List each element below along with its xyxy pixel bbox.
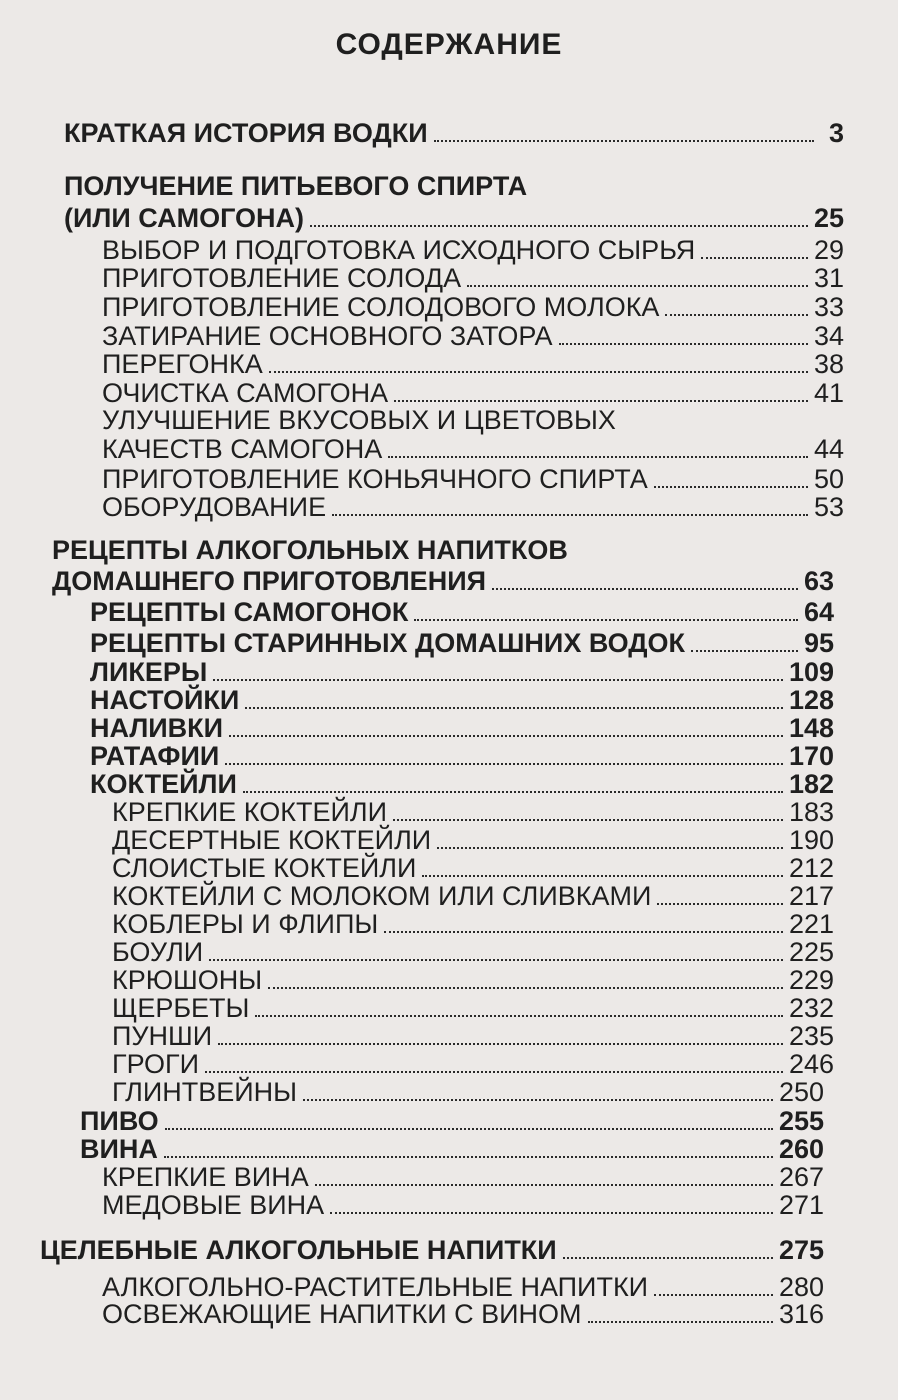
toc-label: ПРИГОТОВЛЕНИЕ СОЛОДА (102, 263, 462, 293)
toc-label: КАЧЕСТВ САМОГОНА (102, 434, 383, 464)
toc-entry (64, 117, 844, 149)
dot-leader (209, 957, 783, 961)
toc-page-number: 31 (813, 263, 844, 293)
toc-label: ЛИКЕРЫ (90, 657, 208, 687)
dot-leader (332, 512, 808, 516)
toc-entry (102, 491, 844, 523)
dot-leader (657, 901, 783, 905)
toc-label: ОЧИСТКА САМОГОНА (102, 378, 389, 408)
toc-page-number: 109 (788, 657, 834, 687)
dot-leader (310, 223, 808, 227)
dot-leader (701, 255, 808, 259)
toc-label: РЕЦЕПТЫ САМОГОНОК (90, 597, 409, 627)
toc-label: (ИЛИ САМОГОНА) (64, 203, 305, 233)
dot-leader (269, 369, 808, 373)
toc-label: КОКТЕЙЛИ С МОЛОКОМ ИЛИ СЛИВКАМИ (112, 881, 652, 911)
toc-entry (64, 202, 844, 234)
toc-label: ОСВЕЖАЮЩИЕ НАПИТКИ С ВИНОМ (102, 1299, 582, 1329)
dot-leader (393, 817, 783, 821)
toc-label: ПУНШИ (112, 1021, 213, 1051)
toc-page-number: 260 (778, 1134, 824, 1164)
toc-page-number: 25 (813, 203, 844, 233)
toc-page-number: 34 (813, 321, 844, 351)
dot-leader (691, 648, 798, 652)
toc-label: СЛОИСТЫЕ КОКТЕЙЛИ (112, 853, 417, 883)
toc-page-number: 33 (813, 292, 844, 322)
toc-label: ПРИГОТОВЛЕНИЕ КОНЬЯЧНОГО СПИРТА (102, 464, 648, 494)
dot-leader (255, 1013, 782, 1017)
toc-label: ЗАТИРАНИЕ ОСНОВНОГО ЗАТОРА (102, 321, 553, 351)
toc-page-number: 44 (813, 434, 844, 464)
toc-page-number: 250 (778, 1077, 824, 1107)
toc-page-number: 225 (788, 937, 834, 967)
toc-page-number: 148 (788, 713, 834, 743)
toc-item-heading: УЛУЧШЕНИЕ ВКУСОВЫХ И ЦВЕТОВЫХ (102, 405, 616, 435)
toc-label: ЩЕРБЕТЫ (112, 993, 250, 1023)
toc-label: ПРИГОТОВЛЕНИЕ СОЛОДОВОГО МОЛОКА (102, 292, 660, 322)
dot-leader (268, 985, 783, 989)
dot-leader (205, 1069, 783, 1073)
dot-leader (164, 1154, 773, 1158)
dot-leader (492, 586, 798, 590)
toc-section-heading: РЕЦЕПТЫ АЛКОГОЛЬНЫХ НАПИТКОВ (52, 535, 568, 565)
toc-label: ПЕРЕГОНКА (102, 349, 263, 379)
toc-page-number: 63 (803, 566, 834, 596)
toc-page-number: 95 (803, 628, 834, 658)
toc-page-number: 255 (778, 1106, 824, 1136)
dot-leader (394, 398, 808, 402)
toc-page-number: 275 (778, 1235, 824, 1265)
toc-entry (52, 565, 834, 597)
toc-page-number: 3 (828, 118, 844, 148)
toc-entry (102, 433, 844, 465)
dot-leader (559, 341, 808, 345)
toc-label: АЛКОГОЛЬНО-РАСТИТЕЛЬНЫЕ НАПИТКИ (102, 1272, 649, 1302)
dot-leader (588, 1319, 773, 1323)
dot-leader (467, 283, 808, 287)
dot-leader (229, 733, 783, 737)
toc-page-number: 212 (788, 853, 834, 883)
toc-page-number: 183 (788, 797, 834, 827)
dot-leader (388, 454, 808, 458)
dot-leader (225, 761, 783, 765)
toc-page-number: 170 (788, 741, 834, 771)
toc-page-number: 64 (803, 597, 834, 627)
toc-label: НАСТОЙКИ (90, 685, 240, 715)
toc-label: БОУЛИ (112, 937, 204, 967)
toc-entry (102, 348, 844, 380)
toc-page-number: 41 (813, 378, 844, 408)
toc-page-number: 29 (813, 235, 844, 265)
toc-page-number: 229 (788, 965, 834, 995)
toc-section-heading: ПОЛУЧЕНИЕ ПИТЬЕВОГО СПИРТА (64, 171, 528, 201)
dot-leader (245, 705, 783, 709)
toc-label: РАТАФИИ (90, 741, 220, 771)
dot-leader (434, 138, 814, 142)
toc-entry (102, 1189, 824, 1221)
toc-page-number: 50 (813, 464, 844, 494)
toc-label: КРАТКАЯ ИСТОРИЯ ВОДКИ (64, 118, 428, 148)
toc-page-number: 221 (788, 909, 834, 939)
toc-label: РЕЦЕПТЫ СТАРИННЫХ ДОМАШНИХ ВОДОК (90, 628, 686, 658)
toc-page-number: 38 (813, 349, 844, 379)
toc-label: ОБОРУДОВАНИЕ (102, 492, 327, 522)
dot-leader (654, 484, 808, 488)
toc-entry (102, 1298, 824, 1330)
toc-label: КОБЛЕРЫ И ФЛИПЫ (112, 909, 379, 939)
toc-page-number: 232 (788, 993, 834, 1023)
toc-entry (112, 1076, 824, 1108)
toc-label: ГЛИНТВЕЙНЫ (112, 1077, 298, 1107)
toc-entry (102, 291, 844, 323)
toc-entry (90, 627, 834, 659)
dot-leader (218, 1041, 783, 1045)
toc-page-number: 235 (788, 1021, 834, 1051)
toc-label: ВЫБОР И ПОДГОТОВКА ИСХОДНОГО СЫРЬЯ (102, 235, 696, 265)
toc-label: МЕДОВЫЕ ВИНА (102, 1190, 325, 1220)
toc-label: ЦЕЛЕБНЫЕ АЛКОГОЛЬНЫЕ НАПИТКИ (40, 1235, 557, 1265)
toc-label: ГРОГИ (112, 1049, 200, 1079)
toc-label: КРЕПКИЕ ВИНА (102, 1162, 309, 1192)
toc-entry (102, 262, 844, 294)
toc-page-number: 217 (788, 881, 834, 911)
toc-label: КОКТЕЙЛИ (90, 769, 237, 799)
dot-leader (303, 1097, 773, 1101)
toc-page-number: 267 (778, 1162, 824, 1192)
dot-leader (330, 1210, 773, 1214)
dot-leader (437, 845, 783, 849)
toc-page-number: 271 (778, 1190, 824, 1220)
toc-label: ПИВО (80, 1106, 159, 1136)
dot-leader (315, 1182, 773, 1186)
toc-label: НАЛИВКИ (90, 713, 224, 743)
toc-entry (90, 596, 834, 628)
toc-page-number: 190 (788, 825, 834, 855)
page-title: СОДЕРЖАНИЕ (335, 28, 563, 61)
toc-page-number: 128 (788, 685, 834, 715)
dot-leader (422, 873, 783, 877)
dot-leader (665, 312, 808, 316)
dot-leader (654, 1292, 773, 1296)
toc-page-number: 316 (778, 1299, 824, 1329)
toc-page-number: 182 (788, 769, 834, 799)
toc-entry (40, 1234, 824, 1266)
toc-page-number: 280 (778, 1272, 824, 1302)
dot-leader (563, 1255, 773, 1259)
dot-leader (213, 677, 783, 681)
dot-leader (414, 617, 798, 621)
toc-page-number: 53 (813, 492, 844, 522)
toc-label: КРЮШОНЫ (112, 965, 263, 995)
toc-label: ВИНА (80, 1134, 158, 1164)
dot-leader (384, 929, 783, 933)
toc-page-number: 246 (788, 1049, 834, 1079)
toc-label: КРЕПКИЕ КОКТЕЙЛИ (112, 797, 387, 827)
dot-leader (243, 789, 783, 793)
toc-label: ДЕСЕРТНЫЕ КОКТЕЙЛИ (112, 825, 432, 855)
dot-leader (165, 1126, 773, 1130)
toc-label: ДОМАШНЕГО ПРИГОТОВЛЕНИЯ (52, 566, 487, 596)
